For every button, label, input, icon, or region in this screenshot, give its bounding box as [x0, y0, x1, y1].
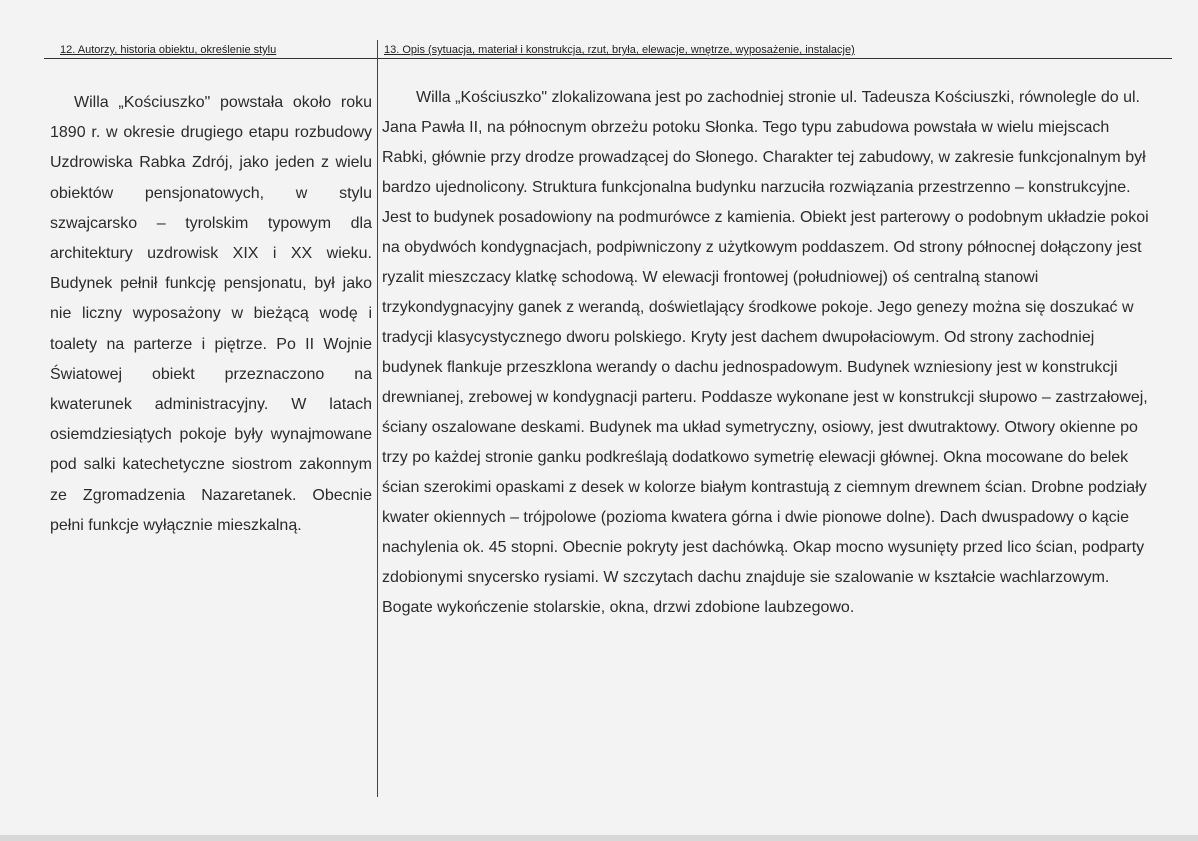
- history-column: [50, 88, 372, 541]
- description-column: [382, 83, 1152, 623]
- section-12-header: 12. Autorzy, historia obiektu, określenie stylu: [60, 44, 277, 56]
- description-paragraph: Willa „Kościuszko" zlokalizowana jest po zachodniej stronie ul. Tadeusza Kościuszki, równolegle do ul. Jana Pawła II, na północnym obrzeżu potoku Słonka. Tego typu zabudowa powstała w wielu miejscach Rabki, głównie przy drodze prowadzącej do Słonego. Charakter tej zabudowy, w zakresie funkcjonalnym był bardzo ujednolicony. Struktura funkcjonalna budynku narzuciła rozwiązania przestrzenno – konstrukcyjne. Jest to budynek posadowiony na podmurówce z kamienia. Obiekt jest parterowy o podobnym układzie pokoi na obydwóch kondygnacjach, podpiwniczony z użytkowym poddaszem. Od strony północnej dołączony jest ryzalit mieszczacy klatkę schodową. W elewacji frontowej (południowej) oś centralną stanowi trzykondygnacyjny ganek z werandą, doświetlający środkowe pokoje. Jego genezy można się doszukać w tradycji klasycystycznego dworu polskiego. Kryty jest dachem dwupołaciowym. Od strony zachodniej budynek flankuje przeszklona werandy o dachu jednospadowym. Budynek wzniesiony jest w konstrukcji drewnianej, zrebowej w kondygnacji parteru. Poddasze wykonane jest w konstrukcji słupowo – zastrzałowej, ściany oszalowane deskami. Budynek ma układ symetryczny, osiowy, jest dwutraktowy. Otwory okienne po trzy po każdej stronie ganku podkreślają dodatkowo symetrię elewacji głównej. Okna mocowane do belek ścian szerokimi opaskami z desek w kolorze białym kontrastują z ciemnym drewnem ścian. Drobne podziały kwater okiennych – trójpolowe (pozioma kwatera górna i dwie pionowe dolne). Dach dwuspadowy o kącie nachylenia ok. 45 stopni. Obecnie pokryty jest dachówką. Okap mocno wysunięty przed lico ścian, podparty zdobionymi snycersko rysiami. W szczytach dachu znajduje sie szalowanie w kształcie wachlarzowym. Bogate wykończenie stolarskie, okna, drzwi zdobione laubzegowo.: [382, 89, 1149, 616]
- history-paragraph: Willa „Kościuszko" powstała około roku 1890 r. w okresie drugiego etapu rozbudowy Uzdrowiska Rabka Zdrój, jako jeden z wielu obiektów pensjonatowych, w stylu szwajcarsko – tyrolskim typowym dla architektury uzdrowisk XIX i XX wieku. Budynek pełnił funkcję pensjonatu, był jako nie liczny wyposażony w bieżącą wodę i toalety na parterze i piętrze. Po II Wojnie Światowej obiekt przeznaczono na kwaterunek administracyjny. W latach osiemdziesiątych pokoje były wynajmowane pod salki katechetyczne siostrom zakonnym ze Zgromadzenia Nazaretanek. Obecnie pełni funkcje wyłącznie mieszkalną.: [50, 94, 372, 534]
- scan-bottom-edge: [0, 835, 1198, 841]
- column-divider: [377, 40, 378, 797]
- header-divider: [44, 58, 1172, 59]
- section-13-header: 13. Opis (sytuacja, materiał i konstrukcja, rzut, bryła, elewacje, wnętrze, wyposażenie, instalacje): [384, 44, 855, 56]
